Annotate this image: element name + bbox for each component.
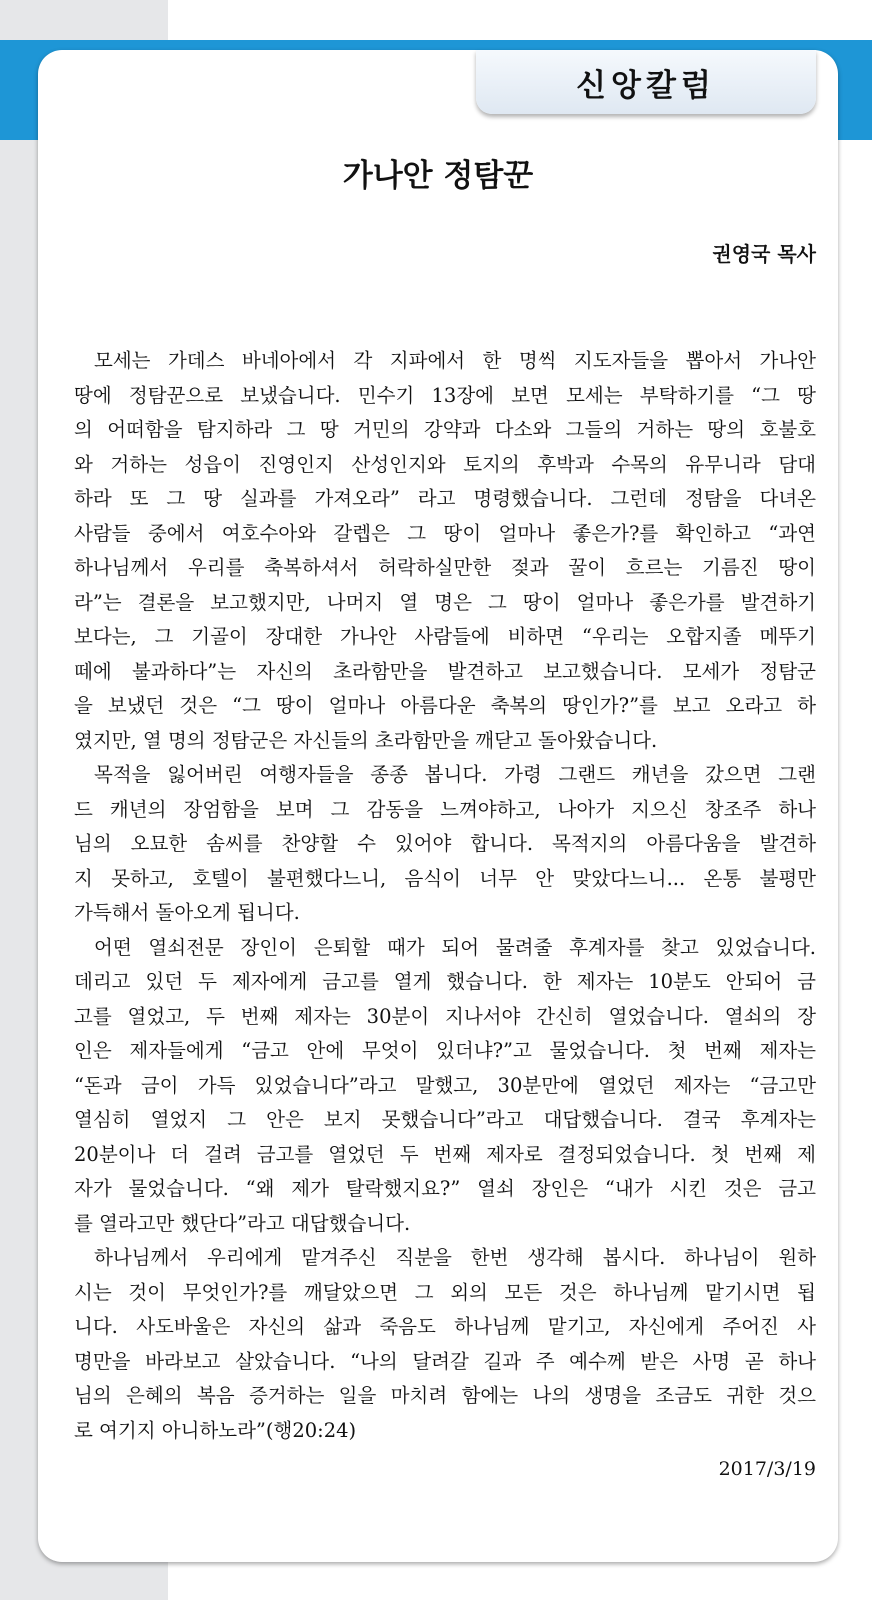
article-date: 2017/3/19 <box>718 1458 816 1480</box>
article-title: 가나안 정탐꾼 <box>342 158 534 194</box>
body-line: 목적을 잃어버린 여행자들을 종종 봅니다. 가령 그랜드 캐년을 갔으면 그랜 <box>94 763 816 786</box>
body-line: “돈과 금이 가득 있었습니다”라고 말했고, 30분만에 열었던 제자는 “금고만 <box>74 1073 816 1097</box>
body-line: 하라 또 그 땅 실과를 가져오라” 라고 명령했습니다. 그런데 정탐을 다녀온 <box>74 487 816 510</box>
body-line: 니다. 사도바울은 자신의 삶과 죽음도 하나님께 맡기고, 자신에게 주어진 사 <box>74 1315 816 1338</box>
article-author: 권영국 목사 <box>712 242 816 266</box>
body-line: 떼에 불과하다”는 자신의 초라함만을 발견하고 보고했습니다. 모세가 정탐군 <box>74 659 816 683</box>
body-line: 하나님께서 우리를 축복하셔서 허락하실만한 젖과 꿀이 흐르는 기름진 땅이 <box>74 556 816 579</box>
body-line: 시는 것이 무엇인가?를 깨달았으면 그 외의 모든 것은 하나님께 맡기시면 됩 <box>74 1280 816 1304</box>
body-line: 보다는, 그 기골이 장대한 가나안 사람들에 비하면 “우리는 오합지졸 메뚜기 <box>74 625 816 648</box>
body-line: 로 여기지 아니하노라”(행20:24) <box>74 1418 357 1442</box>
body-line: 명만을 바라보고 살았습니다. “나의 달려갈 길과 주 예수께 받은 사명 곧 하나 <box>74 1349 816 1373</box>
body-line: 데리고 있던 두 제자에게 금고를 열게 했습니다. 한 제자는 10분도 안되어 금 <box>74 970 816 993</box>
body-line: 드 캐년의 장엄함을 보며 그 감동을 느껴야하고, 나아가 지으신 창조주 하나 <box>74 797 816 821</box>
body-line: 열심히 열었지 그 안은 보지 못했습니다”라고 대답했습니다. 결국 후계자는 <box>74 1108 816 1131</box>
section-tab <box>476 50 816 114</box>
body-line: 모세는 가데스 바네아에서 각 지파에서 한 명씩 지도자들을 뽑아서 가나안 <box>94 349 816 372</box>
body-line: 님의 오묘한 솜씨를 찬양할 수 있어야 합니다. 목적지의 아름다움을 발견하 <box>74 832 816 855</box>
body-line: 고를 열었고, 두 번째 제자는 30분이 지나서야 간신히 열었습니다. 열쇠의 장 <box>74 1004 816 1028</box>
body-line: 였지만, 열 명의 정탐군은 자신들의 초라함만을 깨닫고 돌아왔습니다. <box>74 728 658 752</box>
body-line: 하나님께서 우리에게 맡겨주신 직분을 한번 생각해 봅시다. 하나님이 원하 <box>94 1246 816 1269</box>
body-line: 의 어떠함을 탐지하라 그 땅 거민의 강약과 다소와 그들의 거하는 땅의 호불호 <box>74 418 816 441</box>
body-line: 인은 제자들에게 “금고 안에 무엇이 있더냐?”고 물었습니다. 첫 번째 제자는 <box>74 1039 816 1062</box>
body-line: 을 보냈던 것은 “그 땅이 얼마나 아름다운 축복의 땅인가?”를 보고 오라고 하 <box>74 694 816 717</box>
body-line: 어떤 열쇠전문 장인이 은퇴할 때가 되어 물려줄 후계자를 찾고 있었습니다. <box>94 935 816 959</box>
body-line: 와 거하는 성읍이 진영인지 산성인지와 토지의 후박과 수목의 유무니라 담대 <box>74 452 816 476</box>
body-line: 사람들 중에서 여호수아와 갈렙은 그 땅이 얼마나 좋은가?를 확인하고 “과연 <box>74 521 816 545</box>
body-line: 가득해서 돌아오게 됩니다. <box>74 901 300 924</box>
body-line: 라”는 결론을 보고했지만, 나머지 열 명은 그 땅이 얼마나 좋은가를 발견하기 <box>74 590 816 614</box>
article-body <box>74 344 816 1448</box>
body-line: 20분이나 더 걸려 금고를 열었던 두 번째 제자로 결정되었습니다. 첫 번째 제 <box>74 1142 816 1166</box>
body-line: 땅에 정탐꾼으로 보냈습니다. 민수기 13장에 보면 모세는 부탁하기를 “그 땅 <box>74 383 816 407</box>
body-line: 를 열라고만 했단다”라고 대답했습니다. <box>74 1211 411 1235</box>
body-line: 님의 은혜의 복음 증거하는 일을 마치려 함에는 나의 생명을 조금도 귀한 것으 <box>74 1384 816 1407</box>
body-line: 자가 물었습니다. “왜 제가 탈락했지요?” 열쇠 장인은 “내가 시킨 것은 금고 <box>74 1177 816 1200</box>
section-label: 신앙칼럼 <box>576 67 716 104</box>
body-line: 지 못하고, 호텔이 불편했다느니, 음식이 너무 안 맞았다느니... 온통 불평만 <box>74 866 816 890</box>
